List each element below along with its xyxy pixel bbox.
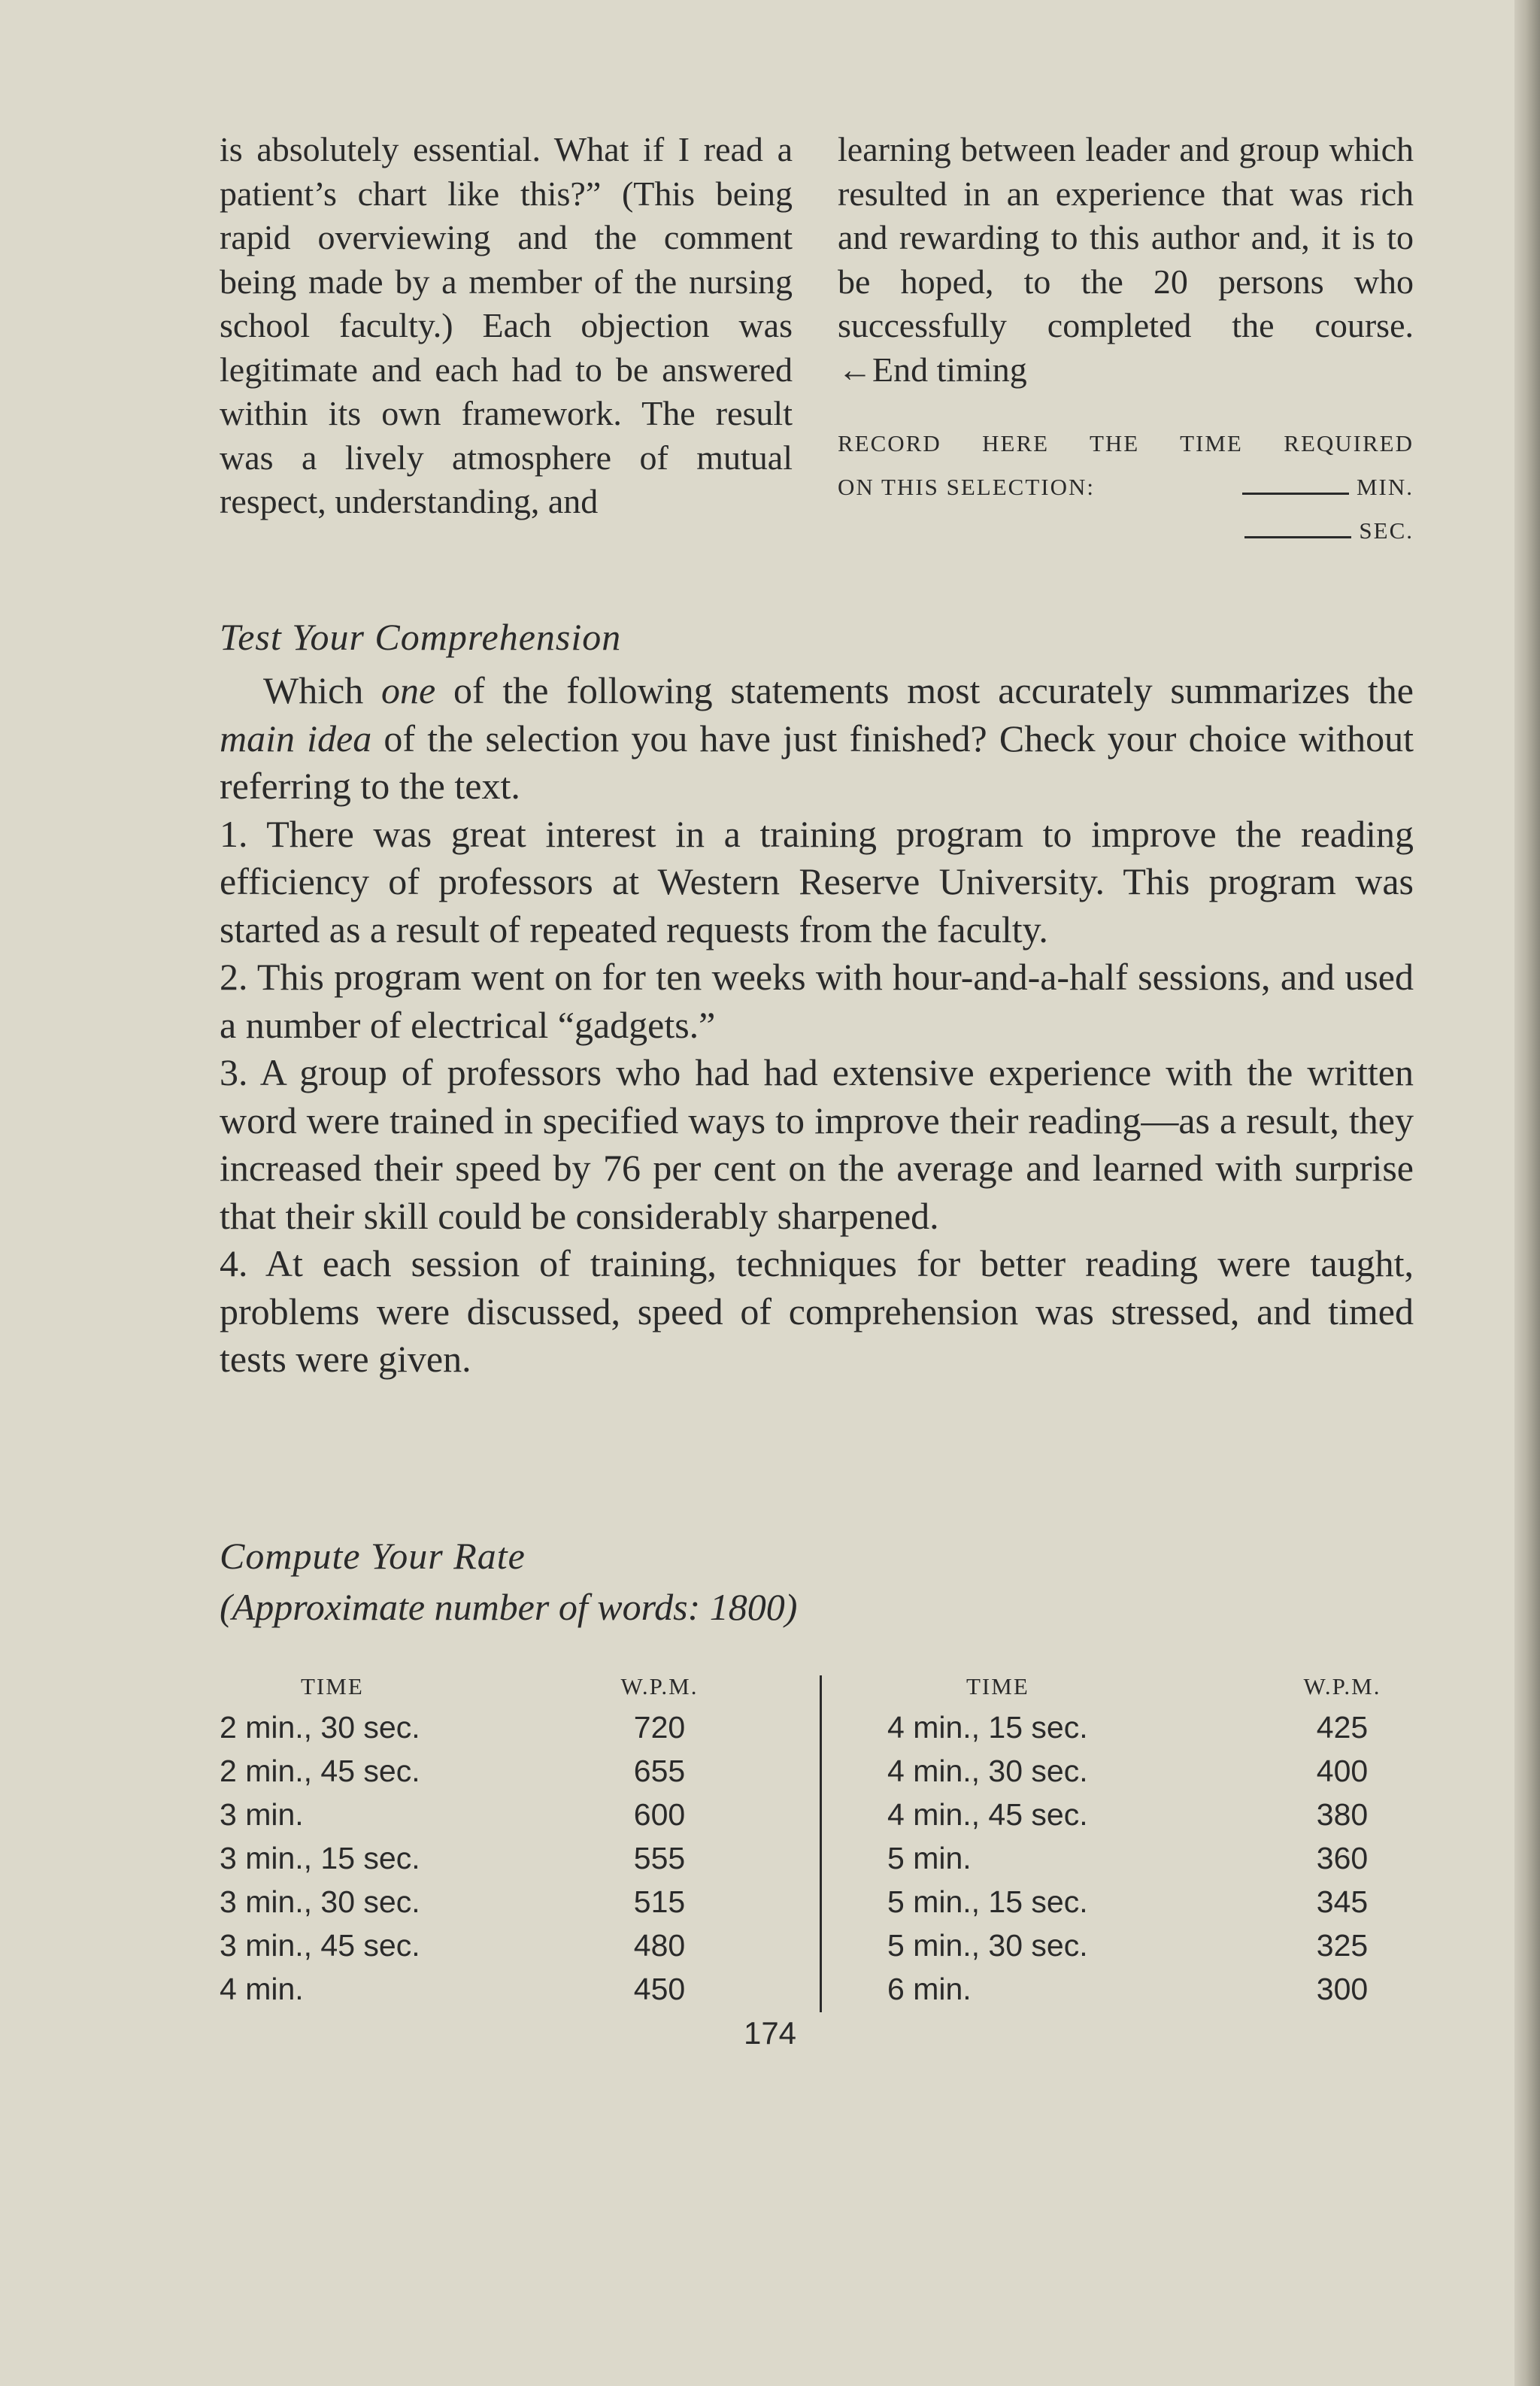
prompt-part-c: of the selection you have just finished? Check your choice without referring to the text. [220, 717, 1414, 807]
comprehension-prompt [220, 667, 1414, 811]
table-row [887, 1880, 1429, 1924]
wpm-cell: 400 [1316, 1754, 1369, 1788]
time-cell: 3 min., 15 sec. [220, 1841, 420, 1875]
wpm-cell: 555 [633, 1841, 686, 1875]
comprehension-body [220, 667, 1414, 1384]
table-row [220, 1880, 761, 1924]
wpm-cell: 345 [1316, 1884, 1369, 1919]
answer-option-2[interactable]: 2. This program went on for ten weeks with hour-and-a-half sessions, and used a number of electrical “gadgets.” [220, 956, 1414, 1046]
seconds-blank[interactable] [1244, 536, 1351, 538]
wpm-cell: 450 [633, 1972, 686, 2006]
time-cell: 5 min. [887, 1841, 972, 1875]
rate-table-header [220, 1668, 761, 1705]
time-column-header: TIME [301, 1673, 364, 1699]
time-cell: 5 min., 30 sec. [887, 1928, 1088, 1963]
table-row [887, 1967, 1429, 2011]
rate-heading: Compute Your Rate [220, 1535, 526, 1577]
prompt-part-b: of the following statements most accurately summarizes the [435, 669, 1414, 711]
time-cell: 3 min., 30 sec. [220, 1884, 420, 1919]
time-cell: 4 min., 45 sec. [887, 1797, 1088, 1832]
record-time-box [838, 422, 1414, 553]
left-text-column [220, 128, 793, 524]
time-column-header: TIME [966, 1673, 1029, 1699]
table-row [220, 1749, 761, 1793]
time-cell: 3 min. [220, 1797, 304, 1832]
wpm-cell: 480 [633, 1928, 686, 1963]
time-cell: 2 min., 30 sec. [220, 1710, 420, 1745]
wpm-cell: 515 [633, 1884, 686, 1919]
record-line-1: RECORD HERE THE TIME REQUIRED [838, 430, 1414, 456]
wpm-cell: 325 [1316, 1928, 1369, 1963]
table-row [887, 1924, 1429, 1967]
wpm-cell: 655 [633, 1754, 686, 1788]
table-row [220, 1836, 761, 1880]
table-row [220, 1924, 761, 1967]
right-text-column [838, 128, 1414, 553]
left-column-text: is absolutely essential. What if I read a patient’s chart like this?” (This being rapid overviewing and the comment being made by a member of the nursing school faculty.) Each objection was legitimate and each had to be answered within its own framework. The result was a lively atmosphere of mutual respect, understanding, and [220, 130, 793, 520]
time-cell: 5 min., 15 sec. [887, 1884, 1088, 1919]
comprehension-heading: Test Your Comprehension [220, 616, 622, 658]
wpm-cell: 600 [633, 1797, 686, 1832]
rate-subheading: (Approximate number of words: 1800) [220, 1586, 798, 1628]
time-cell: 2 min., 45 sec. [220, 1754, 420, 1788]
rate-table-right [887, 1668, 1429, 2011]
time-cell: 4 min., 15 sec. [887, 1710, 1088, 1745]
time-cell: 6 min. [887, 1972, 972, 2006]
seconds-label: SEC. [1359, 517, 1414, 544]
page-edge-shadow [1514, 0, 1540, 2386]
time-cell: 3 min., 45 sec. [220, 1928, 420, 1963]
table-row [887, 1705, 1429, 1749]
time-cell: 4 min., 30 sec. [887, 1754, 1088, 1788]
table-divider [820, 1675, 822, 2012]
wpm-cell: 360 [1316, 1841, 1369, 1875]
prompt-emphasis-main-idea: main idea [220, 717, 372, 759]
rate-table-header [887, 1668, 1429, 1705]
rate-table-left [220, 1668, 761, 2011]
wpm-column-header: W.P.M. [620, 1673, 699, 1699]
prompt-emphasis-one: one [381, 669, 436, 711]
table-row [220, 1967, 761, 2011]
wpm-cell: 425 [1316, 1710, 1369, 1745]
wpm-cell: 300 [1316, 1972, 1369, 2006]
minutes-blank[interactable] [1242, 493, 1349, 495]
wpm-column-header: W.P.M. [1303, 1673, 1381, 1699]
wpm-cell: 720 [633, 1710, 686, 1745]
right-column-text: learning between leader and group which resulted in an experience that was rich and rewarding to this author and, it is to be hoped, to the 20 persons who successfully completed the course. ←End timing [838, 130, 1414, 389]
table-row [220, 1705, 761, 1749]
table-row [887, 1836, 1429, 1880]
minutes-label: MIN. [1356, 474, 1414, 500]
wpm-cell: 380 [1316, 1797, 1369, 1832]
table-row [887, 1749, 1429, 1793]
answer-option-4[interactable]: 4. At each session of training, techniques for better reading were taught, problems were discussed, speed of comprehension was stressed, and timed tests were given. [220, 1242, 1414, 1380]
prompt-part-a: Which [263, 669, 382, 711]
table-row [220, 1793, 761, 1836]
table-row [887, 1793, 1429, 1836]
page-number: 174 [743, 2015, 797, 2051]
answer-option-1[interactable]: 1. There was great interest in a training program to improve the reading efficiency of professors at Western Reserve University. This program was started as a result of repeated requests from the faculty. [220, 812, 1414, 950]
record-line-2: ON THIS SELECTION: [838, 474, 1095, 500]
time-cell: 4 min. [220, 1972, 304, 2006]
answer-option-3[interactable]: 3. A group of professors who had had extensive experience with the written word were trained in specified ways to improve their reading—as a result, they increased their speed by 76 per cent on the average and learned with surprise that their skill could be considerably sharpened. [220, 1051, 1414, 1237]
